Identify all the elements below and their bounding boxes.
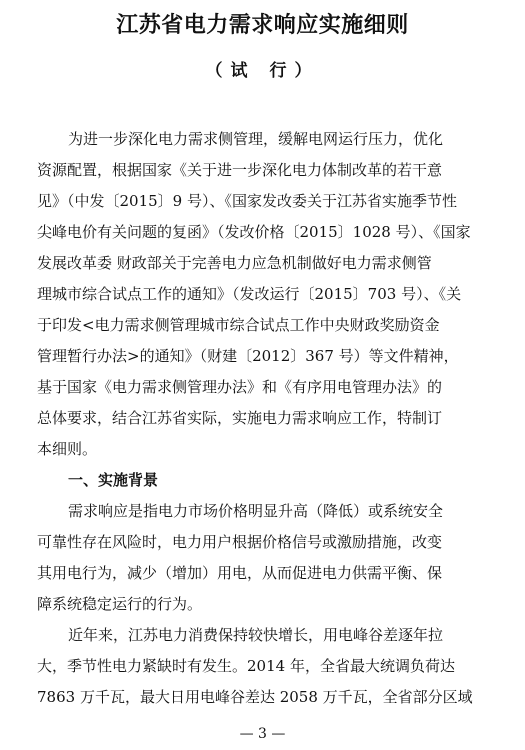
paragraph-line: 见》（中发〔2015〕9 号）、《国家发改委关于江苏省实施季节性: [37, 192, 457, 210]
paragraph-line: 理城市综合试点工作的通知》（发改运行〔2015〕703 号）、《关: [37, 285, 462, 303]
paragraph-line: 尖峰电价有关问题的复函》（发改价格〔2015〕1028 号）、《国家: [37, 223, 471, 241]
paragraph-line: 大，季节性电力紧缺时有发生。2014 年，全省最大统调负荷达: [37, 657, 455, 675]
page-number: — 3 —: [239, 726, 286, 742]
paragraph-line: 可靠性存在风险时，电力用户根据价格信号或激励措施，改变: [37, 533, 443, 551]
paragraph-line: 为进一步深化电力需求侧管理，缓解电网运行压力，优化: [68, 130, 444, 148]
paragraph-line: 7863 万千瓦，最大日用电峰谷差达 2058 万千瓦，全省部分区域: [37, 688, 473, 706]
paragraph-line: 发展改革委 财政部关于完善电力应急机制做好电力需求侧管: [37, 254, 432, 272]
document-subtitle: （试 行）: [205, 61, 320, 81]
paragraph-line: 总体要求，结合江苏省实际，实施电力需求响应工作，特制订: [37, 409, 443, 427]
paragraph-line: 本细则。: [37, 440, 98, 458]
paragraph-line: 需求响应是指电力市场价格明显升高（降低）或系统安全: [68, 502, 444, 520]
document-title: 江苏省电力需求响应实施细则: [116, 12, 409, 38]
paragraph-line: 基于国家《电力需求侧管理办法》和《有序用电管理办法》的: [37, 378, 443, 396]
paragraph-line: 其用电行为，减少（增加）用电，从而促进电力供需平衡、保: [37, 564, 443, 582]
paragraph-line: 障系统稳定运行的行为。: [37, 595, 203, 613]
paragraph-line: 于印发<电力需求侧管理城市综合试点工作中央财政奖励资金: [37, 316, 440, 334]
section-heading: 一、实施背景: [68, 471, 159, 489]
paragraph-line: 管理暂行办法>的通知》（财建〔2012〕367 号）等文件精神，: [37, 347, 459, 365]
paragraph-line: 资源配置，根据国家《关于进一步深化电力体制改革的若干意: [37, 161, 443, 179]
paragraph-line: 近年来，江苏电力消费保持较快增长，用电峰谷差逐年拉: [68, 626, 444, 644]
